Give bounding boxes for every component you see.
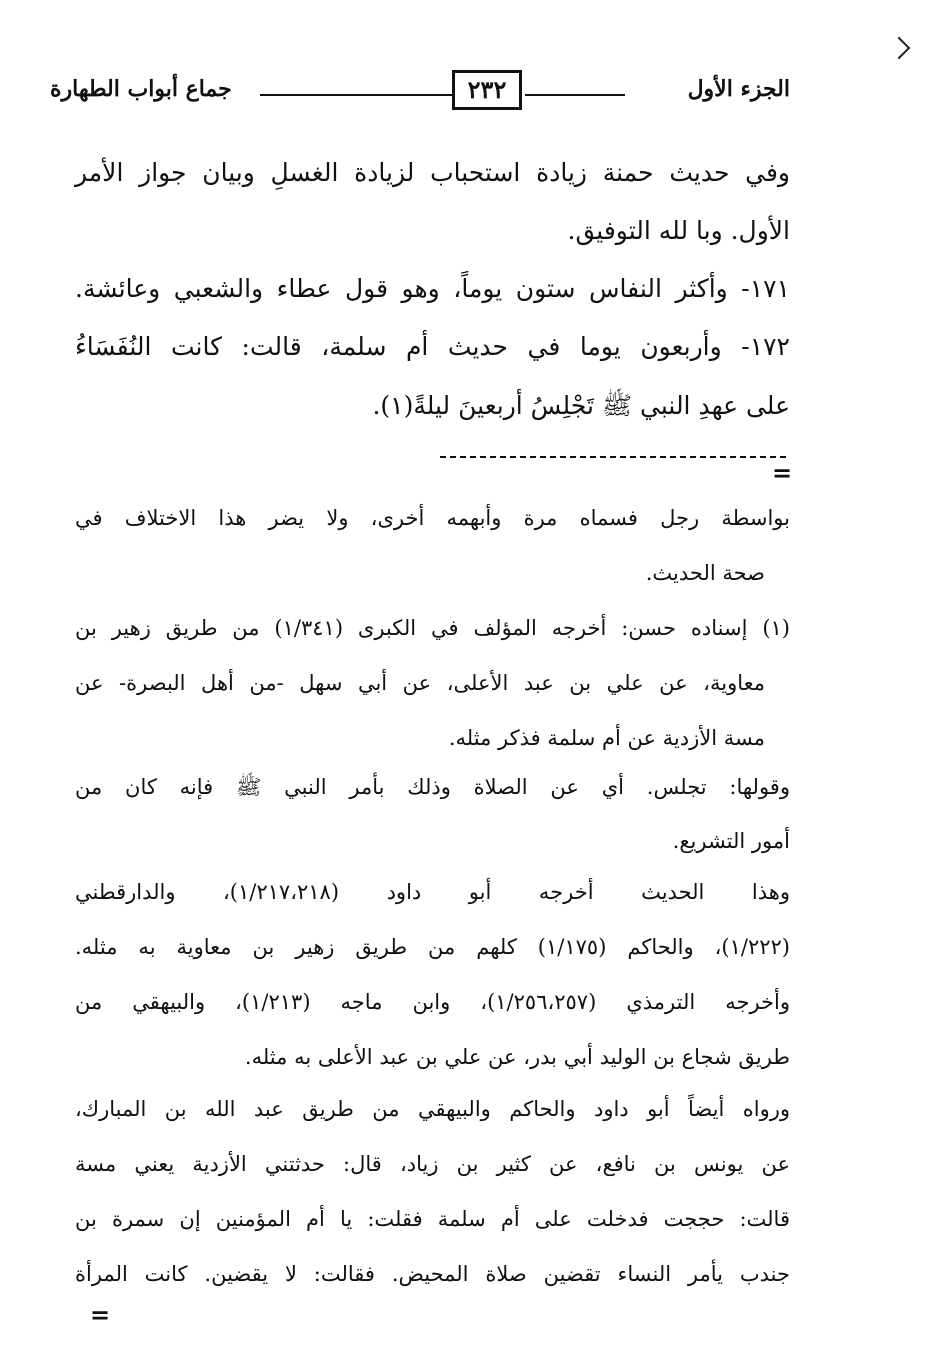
footnote-line: قالت: حججت فدخلت على أم سلمة فقلت: يا أم المؤمنين إن سمرة بن — [75, 1207, 790, 1231]
footnote-line: وأخرجه الترمذي (١/٢٥٦،٢٥٧)، وابن ماجه (١/٢١٣)، والبيهقي من — [75, 990, 790, 1014]
continuation-mark: = — [772, 458, 793, 487]
footnote-line: طريق شجاع بن الوليد أبي بدر، عن علي بن عبد الأعلى به مثله. — [244, 1045, 790, 1069]
main-line: على عهدِ النبي ﷺ تَجْلِسُ أربعينَ ليلةً(١). — [372, 391, 790, 420]
footnote-line: صحة الحديث. — [645, 561, 765, 585]
continuation-mark: = — [90, 1300, 111, 1329]
header-rule-left — [260, 94, 452, 96]
main-line: ١٧٢- وأربعون يوما في حديث أم سلمة، قالت: كانت النُفَسَاءُ — [75, 332, 790, 361]
footnote-line: مسة الأزدية عن أم سلمة فذكر مثله. — [448, 726, 765, 750]
footnote-line: (١) إسناده حسن: أخرجه المؤلف في الكبرى (١/٣٤١) من طريق زهير بن — [75, 616, 790, 640]
footnote-line: (١/٢٢٢)، والحاكم (١/١٧٥) كلهم من طريق زهير بن معاوية به مثله. — [75, 935, 790, 959]
footnote-line: معاوية، عن علي بن عبد الأعلى، عن أبي سهل -من أهل البصرة- عن — [75, 671, 765, 695]
footnote-line: أمور التشريع. — [672, 829, 790, 853]
main-line: وفي حديث حمنة زيادة استحباب لزيادة الغسلِ وبيان جواز الأمر — [75, 158, 790, 187]
header-rule-right — [525, 94, 625, 96]
footnote-line: جندب يأمر النساء تقضين صلاة المحيض. فقالت: لا يقضين. كانت المرأة — [75, 1262, 790, 1286]
page-number-box — [452, 70, 522, 110]
page-number: ٢٣٢ — [467, 75, 507, 104]
page-corner-mark — [888, 37, 911, 60]
volume-title: الجزء الأول — [687, 76, 790, 102]
main-line: ١٧١- وأكثر النفاس ستون يوماً، وهو قول عطاء والشعبي وعائشة. — [75, 274, 790, 303]
main-line: الأول. وبا لله التوفيق. — [567, 216, 790, 245]
footnote-line: بواسطة رجل فسماه مرة وأبهمه أخرى، ولا يضر هذا الاختلاف في — [75, 506, 790, 530]
footnote-separator — [440, 456, 786, 458]
footnote-line: وهذا الحديث أخرجه أبو داود (١/٢١٧،٢١٨)، والدارقطني — [75, 880, 790, 904]
chapter-title: جماع أبواب الطهارة — [50, 76, 232, 102]
footnote-line: وقولها: تجلس. أي عن الصلاة وذلك بأمر النبي ﷺ فإنه كان من — [75, 775, 790, 799]
footnote-line: عن يونس بن نافع، عن كثير بن زياد، قال: حدثتني الأزدية يعني مسة — [75, 1152, 790, 1176]
running-header — [50, 74, 790, 122]
footnote-line: ورواه أيضاً أبو داود والحاكم والبيهقي من طريق عبد الله بن المبارك، — [75, 1097, 790, 1121]
